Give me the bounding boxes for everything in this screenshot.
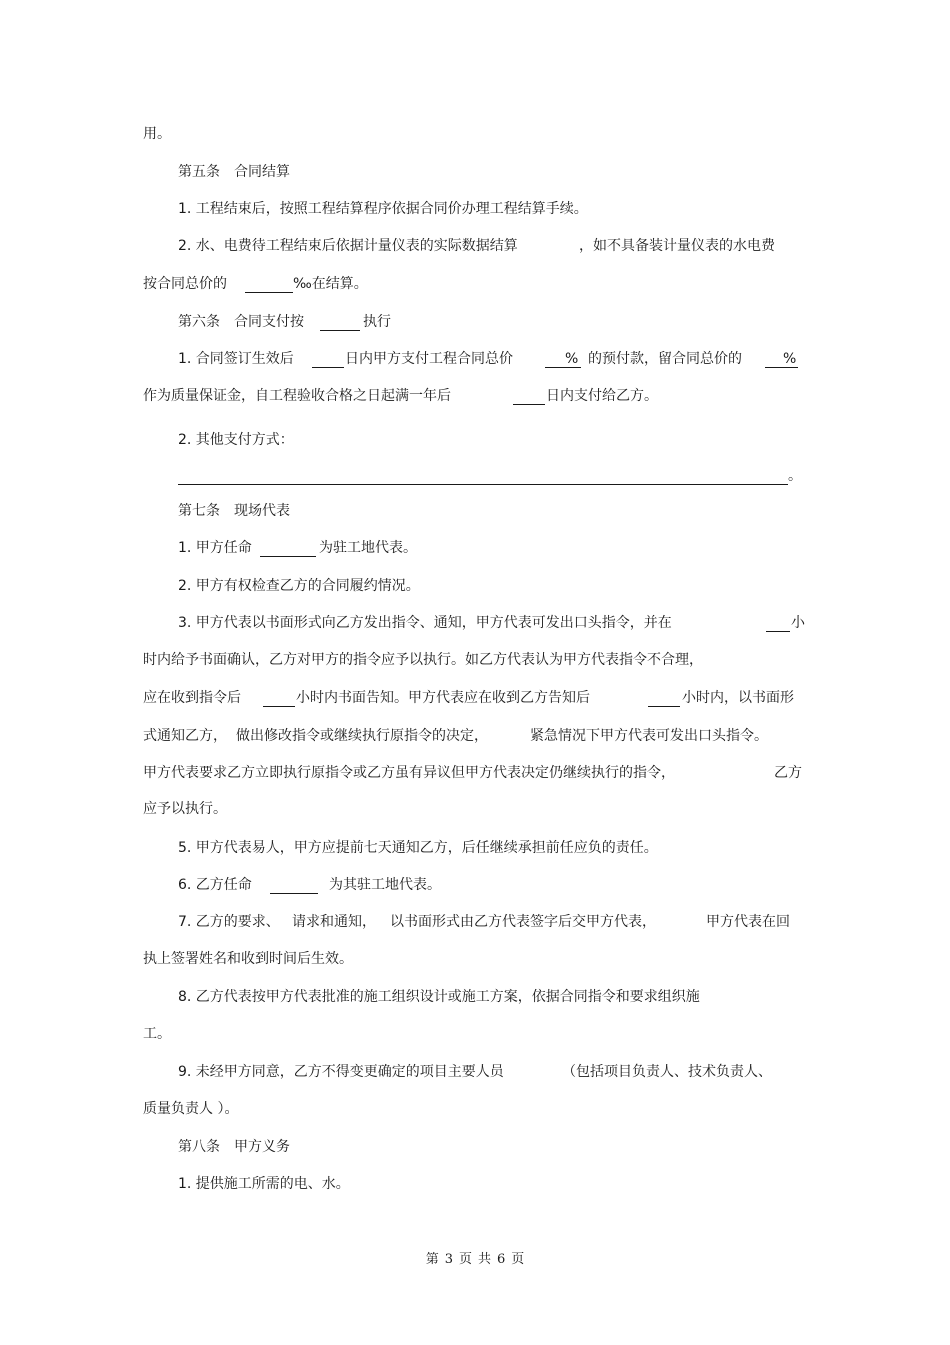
blank-underline	[270, 875, 318, 894]
blank-underline	[263, 688, 295, 707]
blank-underline-long	[178, 466, 788, 485]
blank-underline	[513, 386, 545, 405]
blank-underline	[766, 613, 790, 632]
blank-underline	[312, 349, 344, 368]
blank-underline	[260, 538, 316, 557]
blank-underline	[320, 312, 360, 331]
page-footer: 第 3 页 共 6 页	[425, 1252, 525, 1267]
total-page-number: 6	[497, 1252, 506, 1267]
document-page: 用。 第五条 合同结算 1. 工程结束后，按照工程结算程序依据合同价办理工程结算手续。 2. 水、电费待工程结束后依据计量仪表的实际数据结算 ，如不具备装计量仪表的水电费 按合同总价的 ‰在结算。 第六条 合同支付按 执行 1. 合同签订生效后 日内甲方支付工程合同总价 % 的预付款，留合同总价的 % 作为质量保证金，自工程验收合格之日起满一年后 日内支付给乙方。 2. 其他支付方式： 。 第七条 现场代表 1. 甲方任命 为驻工地代表。 2. 甲方有权检查乙方的合同履约情况。 3. 甲方代表以书面形式向乙方发出指令、通知，甲方代表可发出口头指令，并在 小 时内给予书面确认，乙方对甲方的指令应予以执行。如乙方代表认为甲方代表指令不合理， 应在收到指令后 小时内书面告知。甲方代表应在收到乙方告知后 小时内，以书面形 式通知乙方， 做出修改指令或继续执行原指令的决定， 紧急情况下甲方代表可发出口头指令。 甲方代表要求乙方立即执行原指令或乙方虽有异议但甲方代表决定仍继续执行的指令， 乙方 应予以执行。 5. 甲方代表易人，甲方应提前七天通知乙方，后任继续承担前任应负的责任。 6. 乙方任命 为其驻工地代表。 7. 乙方的要求、 请求和通知， 以书面形式由乙方代表签字后交甲方代表， 甲方代表在回 执上签署姓名和收到时间后生效。 8. 乙方代表按甲方代表批准的施工组织设计或施工方案，依据合同指令和要求组织施 工。 9. 未经甲方同意，乙方不得变更确定的项目主要人员 （包括项目负责人、技术负责人、 质量负责人 ）。 第八条 甲方义务 1. 提供施工所需的电、水。 第 3 页 共 6 页	[0, 0, 950, 1345]
blank-underline	[245, 274, 293, 293]
current-page-number: 3	[444, 1252, 453, 1267]
blank-underline	[648, 688, 680, 707]
